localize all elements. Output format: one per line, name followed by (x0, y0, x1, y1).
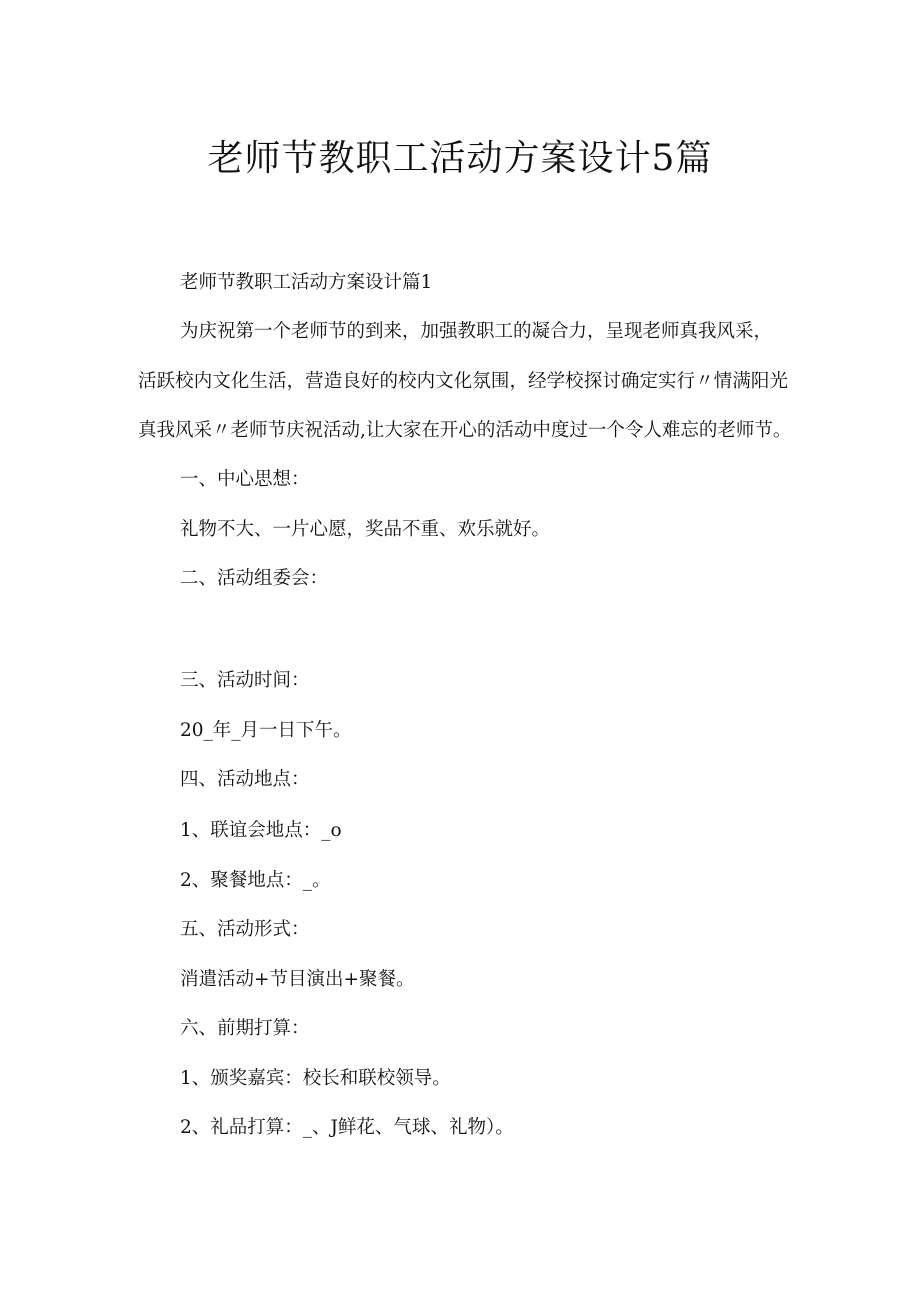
central-idea-text: 礼物不大、一片心愿，奖品不重、欢乐就好。 (180, 519, 551, 540)
location-item-1: 1、联谊会地点：_o (180, 820, 342, 841)
committee-heading: 二、活动组委会： (180, 568, 329, 589)
intro-line-1: 为庆祝第一个老师节的到来，加强教职工的凝合力，呈现老师真我风采， (180, 321, 773, 342)
intro-line-3: 真我风采〃老师节庆祝活动,让大家在开心的活动中度过一个令人难忘的老师节。 (138, 420, 792, 441)
location-heading: 四、活动地点： (180, 769, 310, 790)
prep-item-2: 2、礼品打算：_、J鲜花、气球、礼物）。 (180, 1117, 514, 1138)
document-title: 老师节教职工活动方案设计5篇 (207, 138, 713, 179)
prep-heading: 六、前期打算： (180, 1018, 310, 1039)
prep-item-1: 1、颁奖嘉宾：校长和联校领导。 (180, 1068, 451, 1089)
form-text: 消遣活动+节目演出+聚餐。 (180, 969, 415, 990)
central-idea-heading: 一、中心思想： (180, 469, 310, 490)
intro-line-2: 活跃校内文化生活，营造良好的校内文化氛围，经学校探讨确定实行〃情满阳光 (138, 371, 788, 392)
time-heading: 三、活动时间： (180, 670, 310, 691)
location-item-2: 2、聚餐地点：_。 (180, 870, 331, 891)
section-heading: 老师节教职工活动方案设计篇1 (180, 272, 433, 293)
time-text: 20_年_月一日下午。 (180, 720, 352, 741)
form-heading: 五、活动形式： (180, 919, 310, 940)
